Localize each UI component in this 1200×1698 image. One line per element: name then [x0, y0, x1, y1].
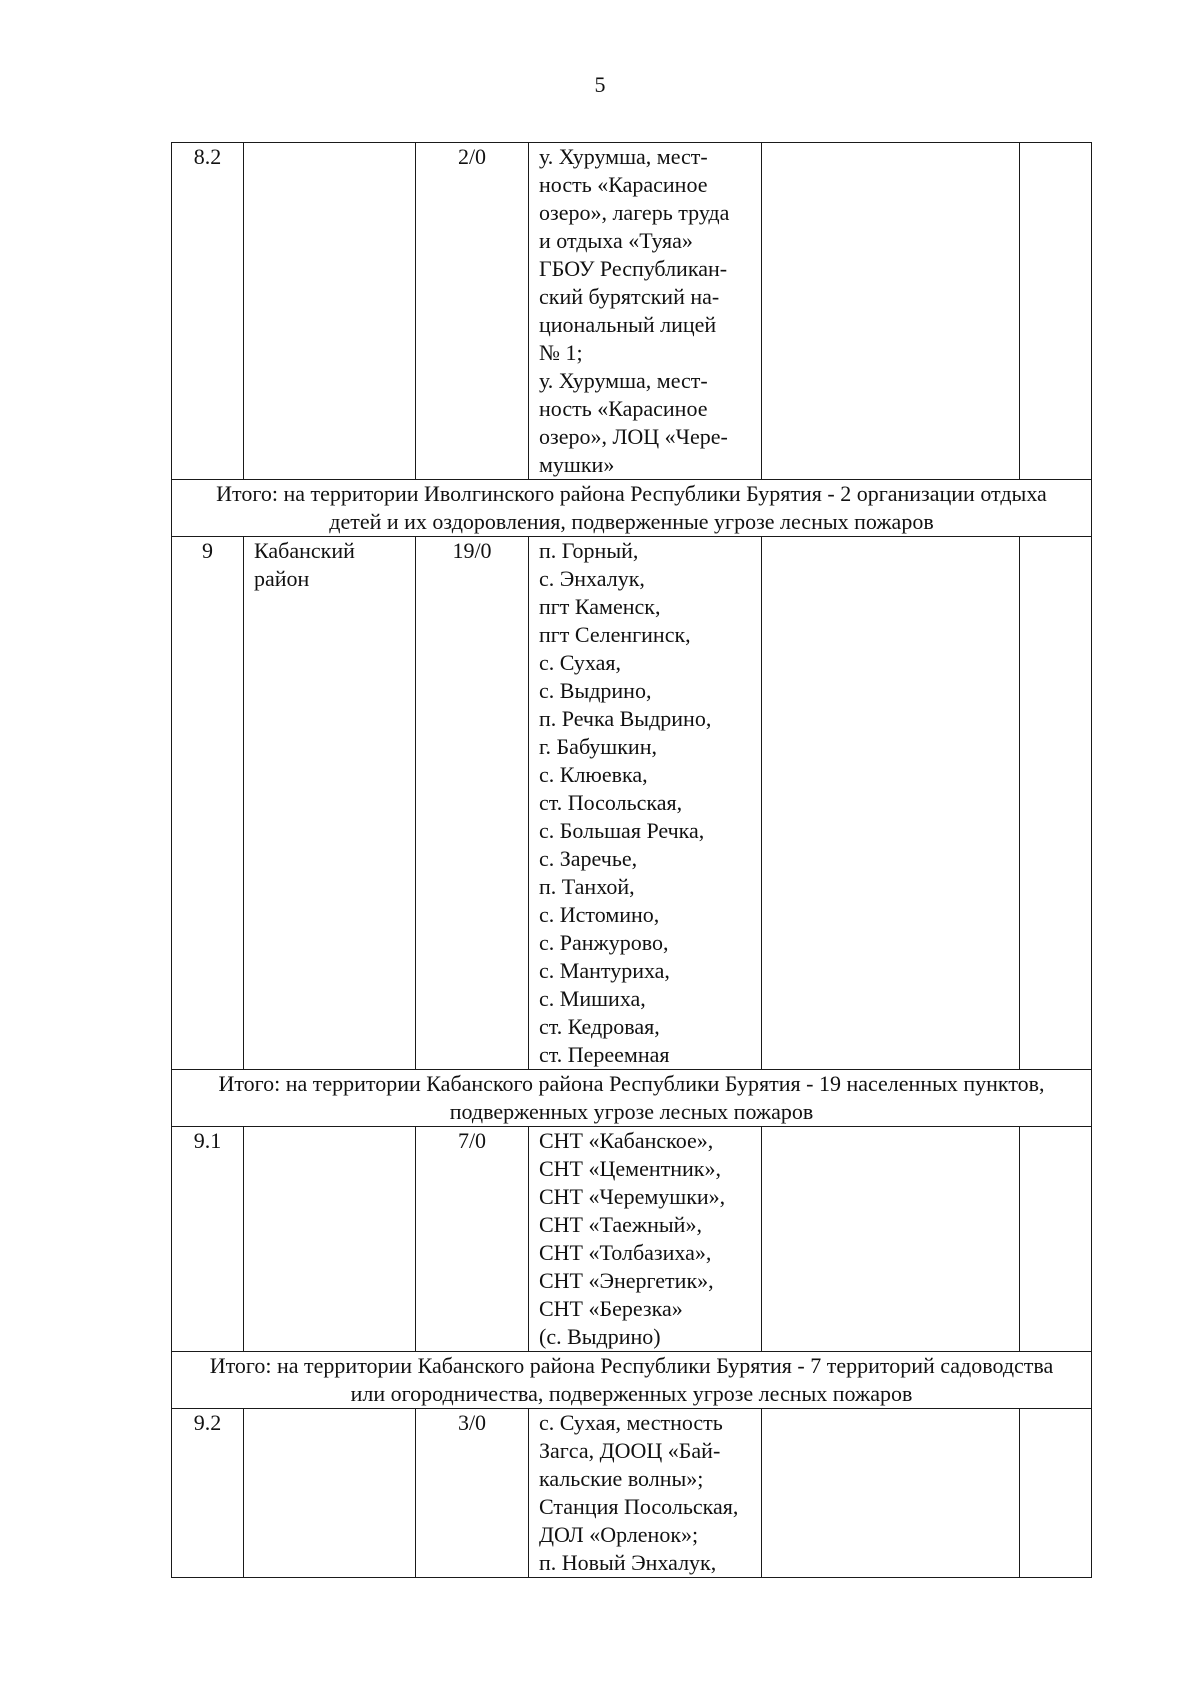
table-row	[172, 1409, 1092, 1578]
summary-row	[172, 1070, 1092, 1127]
places-cell: у. Хурумша, мест- ность «Карасиное озеро», лагерь труда и отдыха «Туяа» ГБОУ Республикан- ский бурятский на- циональный лицей № 1; у. Хурумша, мест- ность «Карасиное озеро», ЛОЦ «Чере- мушки»	[529, 143, 762, 480]
empty-cell	[762, 537, 1020, 1070]
table-row	[172, 1127, 1092, 1352]
page-number: 5	[594, 72, 606, 97]
summary-text: Итого: на территории Иволгинского района Республики Бурятия - 2 организации отдыха детей и их оздоровления, подверженные угрозе лесных пожаров	[172, 480, 1092, 537]
places-cell: СНТ «Кабанское», СНТ «Цементник», СНТ «Черемушки», СНТ «Таежный», СНТ «Толбазиха», СНТ «Энергетик», СНТ «Березка» (с. Выдрино)	[529, 1127, 762, 1352]
places-cell: с. Сухая, местность Загса, ДООЦ «Бай- кальские волны»; Станция Посольская, ДОЛ «Орленок»; п. Новый Энхалук,	[529, 1409, 762, 1578]
empty-cell	[1020, 143, 1092, 480]
district-cell	[244, 1409, 416, 1578]
count-cell: 7/0	[416, 1127, 529, 1352]
summary-row	[172, 1352, 1092, 1409]
table-row	[172, 143, 1092, 480]
summary-text: Итого: на территории Кабанского района Республики Бурятия - 7 территорий садоводства или огородничества, подверженных угрозе лесных пожаров	[172, 1352, 1092, 1409]
places-cell: п. Горный, с. Энхалук, пгт Каменск, пгт Селенгинск, с. Сухая, с. Выдрино, п. Речка Выдрино, г. Бабушкин, с. Клюевка, ст. Посольская, с. Большая Речка, с. Заречье, п. Танхой, с. Истомино, с. Ранжурово, с. Мантуриха, с. Мишиха, ст. Кедровая, ст. Переемная	[529, 537, 762, 1070]
empty-cell	[1020, 537, 1092, 1070]
count-cell: 3/0	[416, 1409, 529, 1578]
empty-cell	[762, 143, 1020, 480]
district-cell: Кабанский район	[244, 537, 416, 1070]
row-number: 9	[172, 537, 244, 1070]
table-row	[172, 537, 1092, 1070]
empty-cell	[762, 1409, 1020, 1578]
row-number: 8.2	[172, 143, 244, 480]
count-cell: 19/0	[416, 537, 529, 1070]
empty-cell	[762, 1127, 1020, 1352]
empty-cell	[1020, 1127, 1092, 1352]
row-number: 9.1	[172, 1127, 244, 1352]
summary-text: Итого: на территории Кабанского района Республики Бурятия - 19 населенных пунктов, подверженных угрозе лесных пожаров	[172, 1070, 1092, 1127]
count-cell: 2/0	[416, 143, 529, 480]
row-number: 9.2	[172, 1409, 244, 1578]
summary-row	[172, 480, 1092, 537]
district-cell	[244, 143, 416, 480]
empty-cell	[1020, 1409, 1092, 1578]
district-cell	[244, 1127, 416, 1352]
fire-threat-table	[171, 142, 1092, 1578]
